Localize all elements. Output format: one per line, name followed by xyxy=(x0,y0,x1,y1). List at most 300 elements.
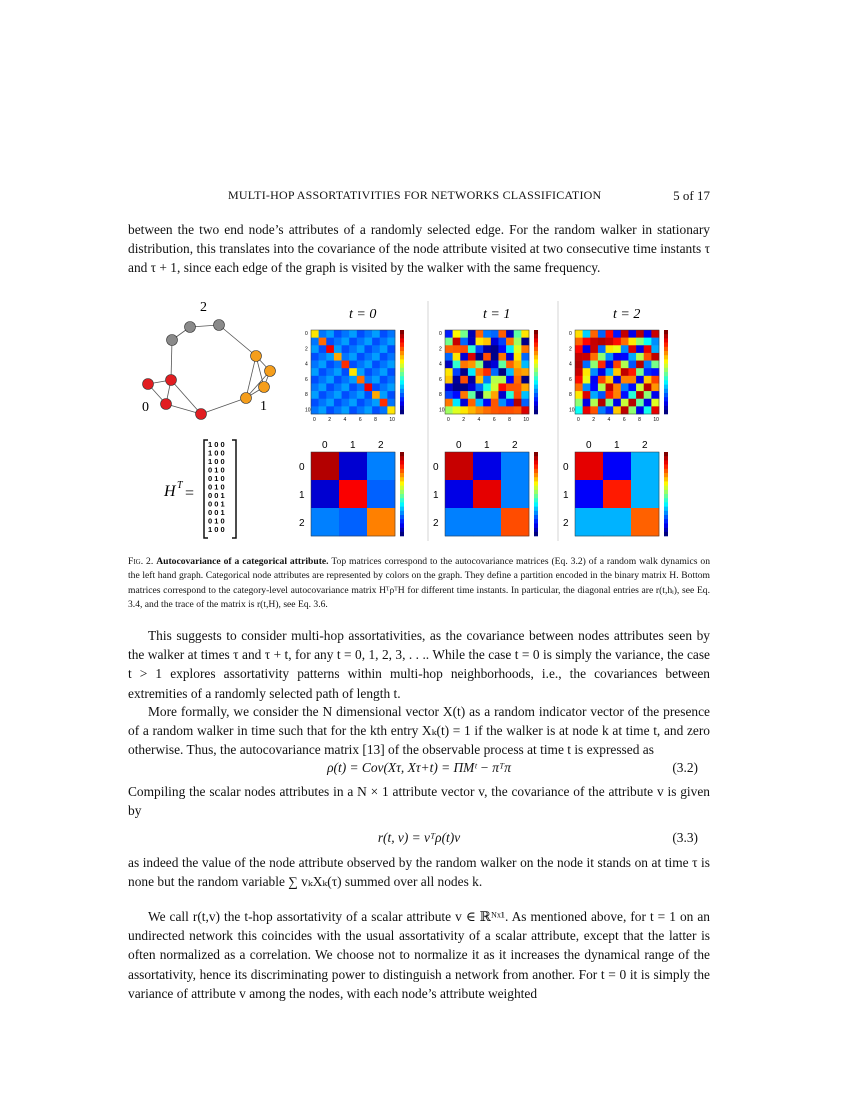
matrix-cell xyxy=(636,406,644,414)
matrix-cell xyxy=(521,368,529,376)
matrix-cell xyxy=(468,406,476,414)
matrix-cell xyxy=(498,376,506,384)
equation-3-2-number: (3.2) xyxy=(672,760,698,775)
matrix-cell xyxy=(483,376,491,384)
matrix-cell xyxy=(613,353,621,361)
matrix-tick: 4 xyxy=(343,417,347,423)
graph-edge xyxy=(171,380,201,414)
matrix-cell xyxy=(311,338,319,346)
colorbar-segment xyxy=(664,368,668,373)
matrix-cell xyxy=(476,383,484,391)
matrix-cell xyxy=(598,383,606,391)
matrix-cell xyxy=(364,406,372,414)
matrix-cell xyxy=(342,338,350,346)
matrix-tick: 10 xyxy=(389,417,395,423)
matrix-cell xyxy=(342,399,350,407)
colorbar-segment xyxy=(664,401,668,406)
cat-matrix-cell xyxy=(501,480,529,508)
matrix-cell xyxy=(636,338,644,346)
matrix-tick: 8 xyxy=(439,392,442,399)
matrix-cell xyxy=(590,330,598,338)
matrix-cell xyxy=(613,383,621,391)
matrix-cell xyxy=(334,376,342,384)
matrix-cell xyxy=(498,353,506,361)
matrix-cell xyxy=(380,338,388,346)
matrix-cell xyxy=(460,383,468,391)
cat-matrix-tick: 1 xyxy=(563,490,569,501)
matrix-cell xyxy=(598,361,606,369)
matrix-tick: 10 xyxy=(439,407,445,414)
graph-label-top: 2 xyxy=(200,300,207,315)
matrix-cell xyxy=(491,361,499,369)
matrix-tick: 6 xyxy=(305,376,308,383)
matrix-cell xyxy=(357,353,365,361)
matrix-cell xyxy=(387,330,395,338)
cat-matrix-cell xyxy=(311,508,339,536)
colorbar-segment xyxy=(664,456,668,461)
colorbar-segment xyxy=(664,380,668,385)
ht-label: H xyxy=(164,483,176,500)
matrix-cell xyxy=(468,330,476,338)
colorbar-segment xyxy=(534,338,538,343)
matrix-cell xyxy=(590,368,598,376)
graph-edge xyxy=(171,340,172,380)
matrix-cell xyxy=(387,376,395,384)
paragraph-multihop: This suggests to consider multi-hop assortativities, as the covariance between nodes attributes seen by the walker at times τ and τ + t, for any t = 0, 1, 2, 3, . . .. While the case t = 0 is simply the variance, the case t > 1 explores assortativity patterns within multi-hop neighborhoods, i.e., the covariances between extremities of a randomly selected path of length t. xyxy=(128,628,710,701)
matrix-cell xyxy=(357,406,365,414)
matrix-cell xyxy=(644,338,652,346)
cat-matrix-cell xyxy=(501,508,529,536)
matrix-cell xyxy=(506,361,514,369)
cat-matrix-tick: 0 xyxy=(563,462,569,473)
matrix-cell xyxy=(628,345,636,353)
caption-title: Autocovariance of a categorical attribute. xyxy=(156,556,329,567)
matrix-cell xyxy=(613,345,621,353)
colorbar-segment xyxy=(400,481,404,486)
colorbar-segment xyxy=(534,528,538,533)
network-graph xyxy=(142,300,276,420)
matrix-cell xyxy=(334,345,342,353)
matrix-cell xyxy=(613,399,621,407)
matrix-cell xyxy=(372,406,380,414)
matrix-cell xyxy=(334,353,342,361)
matrix-cell xyxy=(491,345,499,353)
colorbar-segment xyxy=(664,410,668,415)
colorbar-segment xyxy=(400,532,404,537)
matrix-cell xyxy=(598,406,606,414)
colorbar-segment xyxy=(534,452,538,457)
matrix-tick: 2 xyxy=(592,417,596,423)
matrix-cell xyxy=(364,338,372,346)
colorbar-segment xyxy=(664,507,668,512)
matrix-cell xyxy=(357,338,365,346)
matrix-cell xyxy=(357,368,365,376)
matrix-cell xyxy=(476,406,484,414)
matrix-cell xyxy=(521,391,529,399)
matrix-cell xyxy=(506,391,514,399)
colorbar-segment xyxy=(534,401,538,406)
matrix-tick: 6 xyxy=(358,417,362,423)
matrix-cell xyxy=(357,391,365,399)
colorbar-segment xyxy=(534,481,538,486)
matrix-cell xyxy=(460,361,468,369)
matrix-cell xyxy=(644,353,652,361)
matrix-cell xyxy=(636,368,644,376)
matrix-cell xyxy=(628,376,636,384)
matrix-cell xyxy=(514,391,522,399)
matrix-cell xyxy=(628,383,636,391)
colorbar-segment xyxy=(534,351,538,356)
matrix-cell xyxy=(628,406,636,414)
matrix-cell xyxy=(460,399,468,407)
matrix-cell xyxy=(468,338,476,346)
matrix-cell xyxy=(644,406,652,414)
matrix-cell xyxy=(521,353,529,361)
matrix-cell xyxy=(453,353,461,361)
colorbar-segment xyxy=(534,364,538,369)
matrix-tick: 4 xyxy=(477,417,481,423)
matrix-cell xyxy=(460,406,468,414)
colorbar-segment xyxy=(400,343,404,348)
colorbar-segment xyxy=(534,523,538,528)
colorbar-segment xyxy=(534,507,538,512)
matrix-cell xyxy=(326,330,334,338)
colorbar-segment xyxy=(664,359,668,364)
matrix-cell xyxy=(326,383,334,391)
matrix-cell xyxy=(483,338,491,346)
matrix-cell xyxy=(342,353,350,361)
colorbar-segment xyxy=(400,334,404,339)
colorbar-segment xyxy=(534,515,538,520)
matrix-tick: 4 xyxy=(305,361,308,368)
matrix-cell xyxy=(651,399,659,407)
cat-matrix-cell xyxy=(603,508,631,536)
matrix-cell xyxy=(445,345,453,353)
cat-matrix-cell xyxy=(367,452,395,480)
colorbar-segment xyxy=(400,347,404,352)
matrix-cell xyxy=(453,383,461,391)
cat-matrix-cell xyxy=(501,452,529,480)
colorbar-segment xyxy=(664,406,668,411)
matrix-cell xyxy=(357,383,365,391)
matrix-cell xyxy=(334,399,342,407)
matrix-cell xyxy=(644,383,652,391)
colorbar-segment xyxy=(400,523,404,528)
colorbar-segment xyxy=(400,393,404,398)
ht-row: 0 0 1 xyxy=(208,491,225,500)
paragraph-formal: More formally, we consider the N dimensional vector X(t) as a random indicator vector of the presence of a random walker in time such that for the kth entry Xₖ(t) = 1 if the walker is at node k at time t, and zero otherwise. Thus, the autocovariance matrix [13] of the observable process at time t is expressed as xyxy=(128,704,710,758)
matrix-cell xyxy=(628,391,636,399)
matrix-cell xyxy=(613,330,621,338)
graph-node xyxy=(143,379,154,390)
colorbar-segment xyxy=(664,469,668,474)
colorbar-segment xyxy=(400,406,404,411)
matrix-cell xyxy=(319,338,327,346)
cat-matrix-cell xyxy=(311,480,339,508)
matrix-cell xyxy=(583,376,591,384)
graph-node xyxy=(214,320,225,331)
colorbar-segment xyxy=(534,465,538,470)
matrix-cell xyxy=(651,383,659,391)
matrix-cell xyxy=(357,345,365,353)
matrix-cell xyxy=(521,330,529,338)
matrix-cell xyxy=(483,399,491,407)
matrix-cell xyxy=(575,353,583,361)
matrix-cell xyxy=(319,361,327,369)
matrix-cell xyxy=(476,391,484,399)
matrix-cell xyxy=(636,376,644,384)
cat-matrix-tick: 0 xyxy=(322,440,328,451)
matrix-cell xyxy=(311,368,319,376)
matrix-tick: 10 xyxy=(569,407,575,414)
matrix-cell xyxy=(460,330,468,338)
cat-matrix-tick: 1 xyxy=(299,490,305,501)
cat-matrix-tick: 1 xyxy=(350,440,356,451)
colorbar-segment xyxy=(400,368,404,373)
colorbar-segment xyxy=(400,330,404,335)
matrix-cell xyxy=(357,330,365,338)
matrix-cell xyxy=(590,353,598,361)
cat-matrix-tick: 0 xyxy=(586,440,592,451)
matrix-cell xyxy=(483,368,491,376)
colorbar-segment xyxy=(400,465,404,470)
matrix-cell xyxy=(453,399,461,407)
matrix-cell xyxy=(364,330,372,338)
matrix-tick: 4 xyxy=(439,361,442,368)
matrix-tick: 2 xyxy=(328,417,332,423)
colorbar-segment xyxy=(534,372,538,377)
matrix-cell xyxy=(621,338,629,346)
figure-caption xyxy=(128,555,710,613)
colorbar-segment xyxy=(534,393,538,398)
matrix-tick: 2 xyxy=(305,346,308,353)
matrix-cell xyxy=(380,353,388,361)
matrix-cell xyxy=(590,376,598,384)
running-title: MULTI-HOP ASSORTATIVITIES FOR NETWORKS CLASSIFICATION xyxy=(228,188,602,202)
matrix-cell xyxy=(598,345,606,353)
colorbar-segment xyxy=(400,511,404,516)
colorbar-segment xyxy=(664,351,668,356)
colorbar-segment xyxy=(534,334,538,339)
matrix-cell xyxy=(514,361,522,369)
colorbar-segment xyxy=(664,347,668,352)
matrix-cell xyxy=(606,406,614,414)
matrix-cell xyxy=(445,406,453,414)
matrix-tick: 6 xyxy=(439,376,442,383)
matrix-cell xyxy=(349,338,357,346)
ht-row: 0 0 1 xyxy=(208,499,225,509)
colorbar-segment xyxy=(534,385,538,390)
colorbar-segment xyxy=(664,376,668,381)
matrix-cell xyxy=(636,353,644,361)
colorbar-segment xyxy=(664,511,668,516)
matrix-cell xyxy=(583,353,591,361)
matrix-cell xyxy=(590,345,598,353)
paragraph-compiling: Compiling the scalar nodes attributes in a N × 1 attribute vector v, the covariance of the attribute v is given by xyxy=(128,784,710,819)
matrix-cell xyxy=(644,376,652,384)
colorbar-segment xyxy=(400,460,404,465)
matrix-tick: 6 xyxy=(492,417,496,423)
colorbar-segment xyxy=(400,477,404,482)
matrix-cell xyxy=(468,345,476,353)
colorbar-segment xyxy=(534,355,538,360)
matrix-cell xyxy=(590,361,598,369)
matrix-cell xyxy=(342,345,350,353)
matrix-cell xyxy=(380,376,388,384)
matrix-cell xyxy=(498,368,506,376)
matrix-cell xyxy=(590,383,598,391)
graph-node xyxy=(251,351,262,362)
colorbar-segment xyxy=(534,494,538,499)
cat-matrix-cell xyxy=(311,452,339,480)
matrix-cell xyxy=(598,376,606,384)
matrix-cell xyxy=(468,399,476,407)
matrix-cell xyxy=(644,391,652,399)
cat-matrix-tick: 2 xyxy=(433,518,439,529)
matrix-cell xyxy=(606,345,614,353)
matrix-cell xyxy=(628,399,636,407)
matrix-cell xyxy=(460,345,468,353)
matrix-cell xyxy=(476,353,484,361)
matrix-cell xyxy=(628,353,636,361)
matrix-cell xyxy=(506,383,514,391)
colorbar-segment xyxy=(534,376,538,381)
matrix-cell xyxy=(311,376,319,384)
matrix-cell xyxy=(598,391,606,399)
matrix-cell xyxy=(468,376,476,384)
matrix-cell xyxy=(387,361,395,369)
colorbar-segment xyxy=(400,364,404,369)
matrix-cell xyxy=(636,361,644,369)
matrix-cell xyxy=(606,383,614,391)
cat-matrix-cell xyxy=(445,452,473,480)
matrix-cell xyxy=(651,368,659,376)
matrix-cell xyxy=(583,330,591,338)
matrix-cell xyxy=(380,383,388,391)
graph-edge xyxy=(246,356,256,398)
matrix-cell xyxy=(326,338,334,346)
matrix-cell xyxy=(319,353,327,361)
matrix-cell xyxy=(606,368,614,376)
matrix-tick: 4 xyxy=(607,417,611,423)
matrix-cell xyxy=(372,391,380,399)
matrix-cell xyxy=(468,391,476,399)
matrix-cell xyxy=(380,406,388,414)
ht-row: 1 0 0 xyxy=(208,457,225,466)
matrix-cell xyxy=(357,376,365,384)
matrix-cell xyxy=(621,383,629,391)
matrix-cell xyxy=(583,338,591,346)
matrix-cell xyxy=(628,338,636,346)
matrix-cell xyxy=(621,406,629,414)
matrix-cell xyxy=(514,383,522,391)
colorbar-segment xyxy=(664,393,668,398)
matrix-cell xyxy=(342,383,350,391)
colorbar-segment xyxy=(664,330,668,335)
colorbar-segment xyxy=(400,338,404,343)
matrix-cell xyxy=(621,399,629,407)
matrix-cell xyxy=(651,338,659,346)
colorbar-segment xyxy=(534,473,538,478)
matrix-cell xyxy=(460,353,468,361)
matrix-cell xyxy=(575,330,583,338)
matrix-cell xyxy=(651,406,659,414)
matrix-cell xyxy=(372,376,380,384)
matrix-tick: 0 xyxy=(439,331,442,337)
matrix-cell xyxy=(506,399,514,407)
matrix-cell xyxy=(372,353,380,361)
panel-title: t = 1 xyxy=(483,307,511,322)
colorbar-segment xyxy=(534,502,538,507)
colorbar-segment xyxy=(534,532,538,537)
matrix-cell xyxy=(349,391,357,399)
matrix-cell xyxy=(613,338,621,346)
matrix-cell xyxy=(651,345,659,353)
matrix-cell xyxy=(372,330,380,338)
ht-row: 0 1 0 xyxy=(208,465,225,475)
colorbar-segment xyxy=(664,389,668,394)
matrix-cell xyxy=(387,368,395,376)
equation-3-2 xyxy=(128,760,710,780)
matrix-cell xyxy=(326,353,334,361)
matrix-cell xyxy=(506,330,514,338)
matrix-cell xyxy=(334,361,342,369)
ht-row: 1 0 0 xyxy=(208,525,225,534)
matrix-cell xyxy=(498,406,506,414)
matrix-cell xyxy=(334,330,342,338)
matrix-cell xyxy=(387,391,395,399)
graph-node xyxy=(185,322,196,333)
matrix-cell xyxy=(498,338,506,346)
matrix-cell xyxy=(372,368,380,376)
ht-row: 0 0 1 xyxy=(208,508,225,517)
matrix-cell xyxy=(651,376,659,384)
matrix-cell xyxy=(483,353,491,361)
matrix-cell xyxy=(445,353,453,361)
colorbar-segment xyxy=(400,456,404,461)
matrix-cell xyxy=(651,361,659,369)
cat-matrix-cell xyxy=(473,452,501,480)
matrix-cell xyxy=(621,353,629,361)
matrix-cell xyxy=(319,391,327,399)
matrix-cell xyxy=(326,368,334,376)
matrix-cell xyxy=(319,368,327,376)
matrix-cell xyxy=(636,383,644,391)
matrix-cell xyxy=(575,338,583,346)
matrix-tick: 8 xyxy=(374,417,377,423)
matrix-cell xyxy=(476,399,484,407)
colorbar-segment xyxy=(400,397,404,402)
matrix-cell xyxy=(349,353,357,361)
matrix-cell xyxy=(613,406,621,414)
matrix-cell xyxy=(598,338,606,346)
matrix-cell xyxy=(644,399,652,407)
matrix-cell xyxy=(514,376,522,384)
cat-matrix-cell xyxy=(631,508,659,536)
matrix-cell xyxy=(349,406,357,414)
colorbar-segment xyxy=(534,397,538,402)
equation-3-3-number: (3.3) xyxy=(672,830,698,845)
colorbar-segment xyxy=(534,456,538,461)
cat-matrix-tick: 0 xyxy=(433,462,439,473)
caption-label: Fig. 2. xyxy=(128,556,154,567)
matrix-cell xyxy=(380,361,388,369)
matrix-cell xyxy=(613,376,621,384)
cat-matrix-cell xyxy=(367,508,395,536)
colorbar-segment xyxy=(664,502,668,507)
matrix-cell xyxy=(468,361,476,369)
matrix-cell xyxy=(326,406,334,414)
